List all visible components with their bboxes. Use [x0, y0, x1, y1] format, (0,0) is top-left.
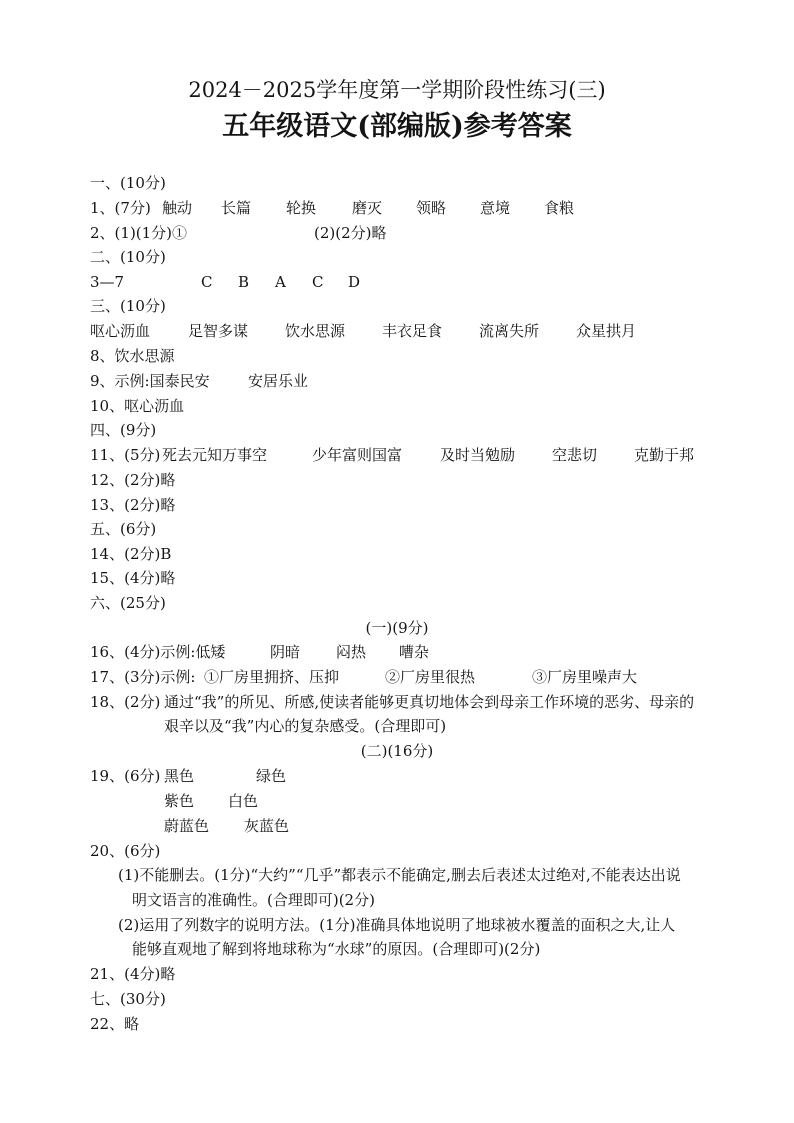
questions-3-7 — [90, 270, 730, 294]
question-16 — [90, 640, 730, 664]
poem-line: 死去元知万事空 — [162, 446, 268, 464]
question-17 — [90, 665, 730, 689]
question-20-part-2-line-1: (2)运用了列数字的说明方法。(1分)准确具体地说明了地球被水覆盖的面积之大,让人 — [118, 916, 676, 934]
answer-item: ③厂房里噪声大 — [532, 668, 638, 686]
question-18-label: 18、(2分) — [90, 693, 161, 711]
document-title: 2024－2025学年度第一学期阶段性练习(三) — [188, 78, 606, 102]
question-19 — [90, 764, 730, 788]
question-range: 3—7 — [90, 273, 125, 291]
color-word: 蔚蓝色 — [164, 817, 210, 835]
question-9-second: 安居乐业 — [248, 372, 309, 390]
question-20-part-2-line-2: 能够直观地了解到将地球称为“水球”的原因。(合理即可)(2分) — [132, 940, 541, 958]
question-2-part-2: (2)(2分)略 — [314, 224, 387, 242]
question-16-example: 16、(4分)示例:低矮 — [90, 643, 226, 661]
question-17-label: 17、(3分)示例: — [90, 668, 196, 686]
question-20-part-1-line-1: (1)不能删去。(1分)“大约”“几乎”都表示不能确定,删去后表述太过绝对,不能表达出说 — [118, 866, 681, 884]
question-9 — [90, 369, 730, 393]
section-6-header: 六、(25分) — [90, 594, 166, 612]
answer-word: 嘈杂 — [399, 643, 430, 661]
question-19-row-2 — [90, 789, 730, 813]
answer-word: 领略 — [416, 199, 447, 217]
answer-word: 食粮 — [544, 199, 575, 217]
color-word: 白色 — [228, 792, 259, 810]
idiom: 丰衣足食 — [382, 322, 443, 340]
question-14: 14、(2分)B — [90, 545, 172, 563]
color-word: 灰蓝色 — [244, 817, 290, 835]
question-8: 8、饮水思源 — [90, 347, 175, 365]
question-9-example: 9、示例:国泰民安 — [90, 372, 210, 390]
section-7-header: 七、(30分) — [90, 990, 166, 1008]
question-2-part-1: 2、(1)(1分)① — [90, 224, 188, 242]
question-1-label: 1、(7分) — [90, 199, 151, 217]
answer-word: 轮换 — [286, 199, 317, 217]
question-2 — [90, 221, 730, 245]
choice-answer: B — [238, 273, 250, 291]
part-1-header: (一)(9分) — [365, 619, 429, 637]
answer-word: 长篇 — [221, 199, 252, 217]
poem-line: 空悲切 — [552, 446, 598, 464]
choice-answer: C — [312, 273, 324, 291]
question-19-row-3 — [90, 814, 730, 838]
idiom: 流离失所 — [479, 322, 540, 340]
question-18-answer-line-2: 艰辛以及“我”内心的复杂感受。(合理即可) — [164, 717, 447, 735]
question-19-label: 19、(6分) — [90, 767, 161, 785]
idiom-list — [90, 319, 730, 343]
question-11-label: 11、(5分) — [90, 446, 161, 464]
question-18 — [90, 690, 750, 714]
question-11 — [90, 443, 730, 467]
choice-answer: A — [275, 273, 286, 291]
idiom: 足智多谋 — [188, 322, 249, 340]
idiom: 众星拱月 — [576, 322, 637, 340]
section-5-header: 五、(6分) — [90, 520, 157, 538]
color-word: 紫色 — [164, 792, 195, 810]
section-4-header: 四、(9分) — [90, 421, 157, 439]
idiom: 饮水思源 — [285, 322, 346, 340]
poem-line: 克勤于邦 — [634, 446, 695, 464]
question-22: 22、略 — [90, 1015, 140, 1033]
color-word: 黑色 — [164, 767, 195, 785]
section-2-header: 二、(10分) — [90, 248, 166, 266]
color-word: 绿色 — [256, 767, 287, 785]
poem-line: 少年富则国富 — [312, 446, 403, 464]
part-2-header: (二)(16分) — [360, 742, 434, 760]
section-1-header: 一、(10分) — [90, 174, 166, 192]
choice-answer: D — [348, 273, 361, 291]
answer-item: ②厂房里很热 — [385, 668, 476, 686]
poem-line: 及时当勉励 — [440, 446, 516, 464]
question-12: 12、(2分)略 — [90, 471, 176, 489]
question-20-header: 20、(6分) — [90, 842, 161, 860]
question-15: 15、(4分)略 — [90, 569, 176, 587]
answer-word: 闷热 — [336, 643, 367, 661]
document-subtitle: 五年级语文(部编版)参考答案 — [222, 111, 572, 142]
answer-word: 意境 — [480, 199, 511, 217]
answer-word: 磨灭 — [352, 199, 383, 217]
question-13: 13、(2分)略 — [90, 496, 176, 514]
idiom: 呕心沥血 — [90, 322, 151, 340]
question-1 — [90, 196, 730, 220]
answer-word: 阴暗 — [270, 643, 301, 661]
question-10: 10、呕心沥血 — [90, 397, 185, 415]
answer-item: ①厂房里拥挤、压抑 — [204, 668, 340, 686]
choice-answer: C — [201, 273, 213, 291]
question-20-part-1-line-2: 明文语言的准确性。(合理即可)(2分) — [132, 891, 375, 909]
answer-word: 触动 — [162, 199, 193, 217]
question-21: 21、(4分)略 — [90, 965, 176, 983]
section-3-header: 三、(10分) — [90, 297, 166, 315]
question-18-answer-line-1: 通过“我”的所见、所感,使读者能够更真切地体会到母亲工作环境的恶劣、母亲的 — [164, 693, 695, 711]
